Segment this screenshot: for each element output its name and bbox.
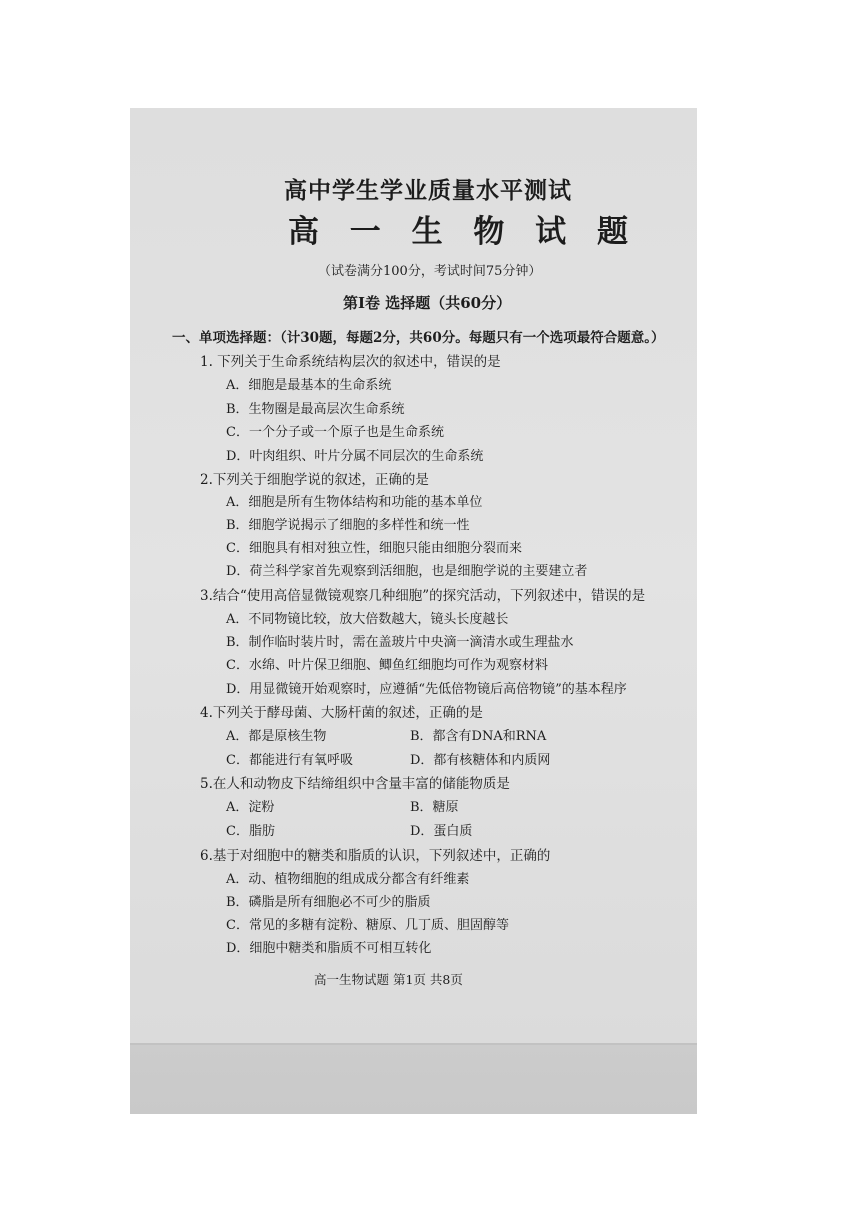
question-4-option-d: D．都有核糖体和内质网 — [410, 753, 551, 768]
question-3-option-a: A．不同物镜比较，放大倍数越大，镜头长度越长 — [226, 612, 509, 627]
question-1-option-c: C．一个分子或一个原子也是生命系统 — [226, 425, 444, 440]
question-4-option-a: A．都是原核生物 — [226, 729, 327, 744]
question-5-option-a: A．淀粉 — [226, 800, 275, 815]
question-4-option-c: C．都能进行有氧呼吸 — [226, 753, 353, 768]
exam-note: （试卷满分100分，考试时间75分钟） — [318, 264, 542, 279]
question-6-option-c: C．常见的多糖有淀粉、糖原、几丁质、胆固醇等 — [226, 918, 509, 933]
question-2-stem: 2.下列关于细胞学说的叙述，正确的是 — [200, 472, 429, 488]
question-3-option-c: C．水绵、叶片保卫细胞、鲫鱼红细胞均可作为观察材料 — [226, 658, 548, 673]
page-footer: 高一生物试题 第1页 共8页 — [314, 972, 463, 987]
section-title: 第Ⅰ卷 选择题（共60分） — [343, 294, 512, 312]
question-5-stem: 5.在人和动物皮下结缔组织中含量丰富的储能物质是 — [200, 776, 510, 792]
paper-edge — [130, 1043, 697, 1045]
exam-paper — [130, 108, 697, 1043]
question-2-option-b: B．细胞学说揭示了细胞的多样性和统一性 — [226, 518, 470, 533]
question-3-stem: 3.结合“使用高倍显微镜观察几种细胞”的探究活动，下列叙述中，错误的是 — [200, 588, 646, 604]
question-1-option-a: A．细胞是最基本的生命系统 — [226, 378, 392, 393]
question-6-option-d: D．细胞中糖类和脂质不可相互转化 — [226, 941, 432, 956]
question-4-stem: 4.下列关于酵母菌、大肠杆菌的叙述，正确的是 — [200, 705, 483, 721]
question-2-option-a: A．细胞是所有生物体结构和功能的基本单位 — [226, 495, 483, 510]
question-6-stem: 6.基于对细胞中的糖类和脂质的认识，下列叙述中，正确的 — [200, 848, 551, 864]
question-1-option-b: B．生物圈是最高层次生命系统 — [226, 402, 405, 417]
exam-subtitle: 高 一 生 物 试 题 — [288, 214, 638, 250]
question-1-stem: 1. 下列关于生命系统结构层次的叙述中，错误的是 — [200, 354, 501, 370]
question-5-option-b: B．糖原 — [410, 800, 459, 815]
photo-background — [130, 108, 697, 1114]
question-2-option-c: C．细胞具有相对独立性，细胞只能由细胞分裂而来 — [226, 541, 522, 556]
question-1-option-d: D．叶肉组织、叶片分属不同层次的生命系统 — [226, 449, 484, 464]
question-3-option-b: B．制作临时装片时，需在盖玻片中央滴一滴清水或生理盐水 — [226, 635, 574, 650]
question-4-option-b: B．都含有DNA和RNA — [410, 729, 547, 744]
question-3-option-d: D．用显微镜开始观察时，应遵循“先低倍物镜后高倍物镜”的基本程序 — [226, 682, 627, 697]
question-5-option-c: C．脂肪 — [226, 824, 275, 839]
question-6-option-a: A．动、植物细胞的组成成分都含有纤维素 — [226, 872, 470, 887]
question-6-option-b: B．磷脂是所有细胞必不可少的脂质 — [226, 895, 431, 910]
question-2-option-d: D．荷兰科学家首先观察到活细胞，也是细胞学说的主要建立者 — [226, 564, 588, 579]
instructions: 一、单项选择题：（计30题，每题2分，共60分。每题只有一个选项最符合题意。） — [172, 330, 665, 346]
exam-title: 高中学生学业质量水平测试 — [284, 177, 572, 204]
question-5-option-d: D．蛋白质 — [410, 824, 473, 839]
